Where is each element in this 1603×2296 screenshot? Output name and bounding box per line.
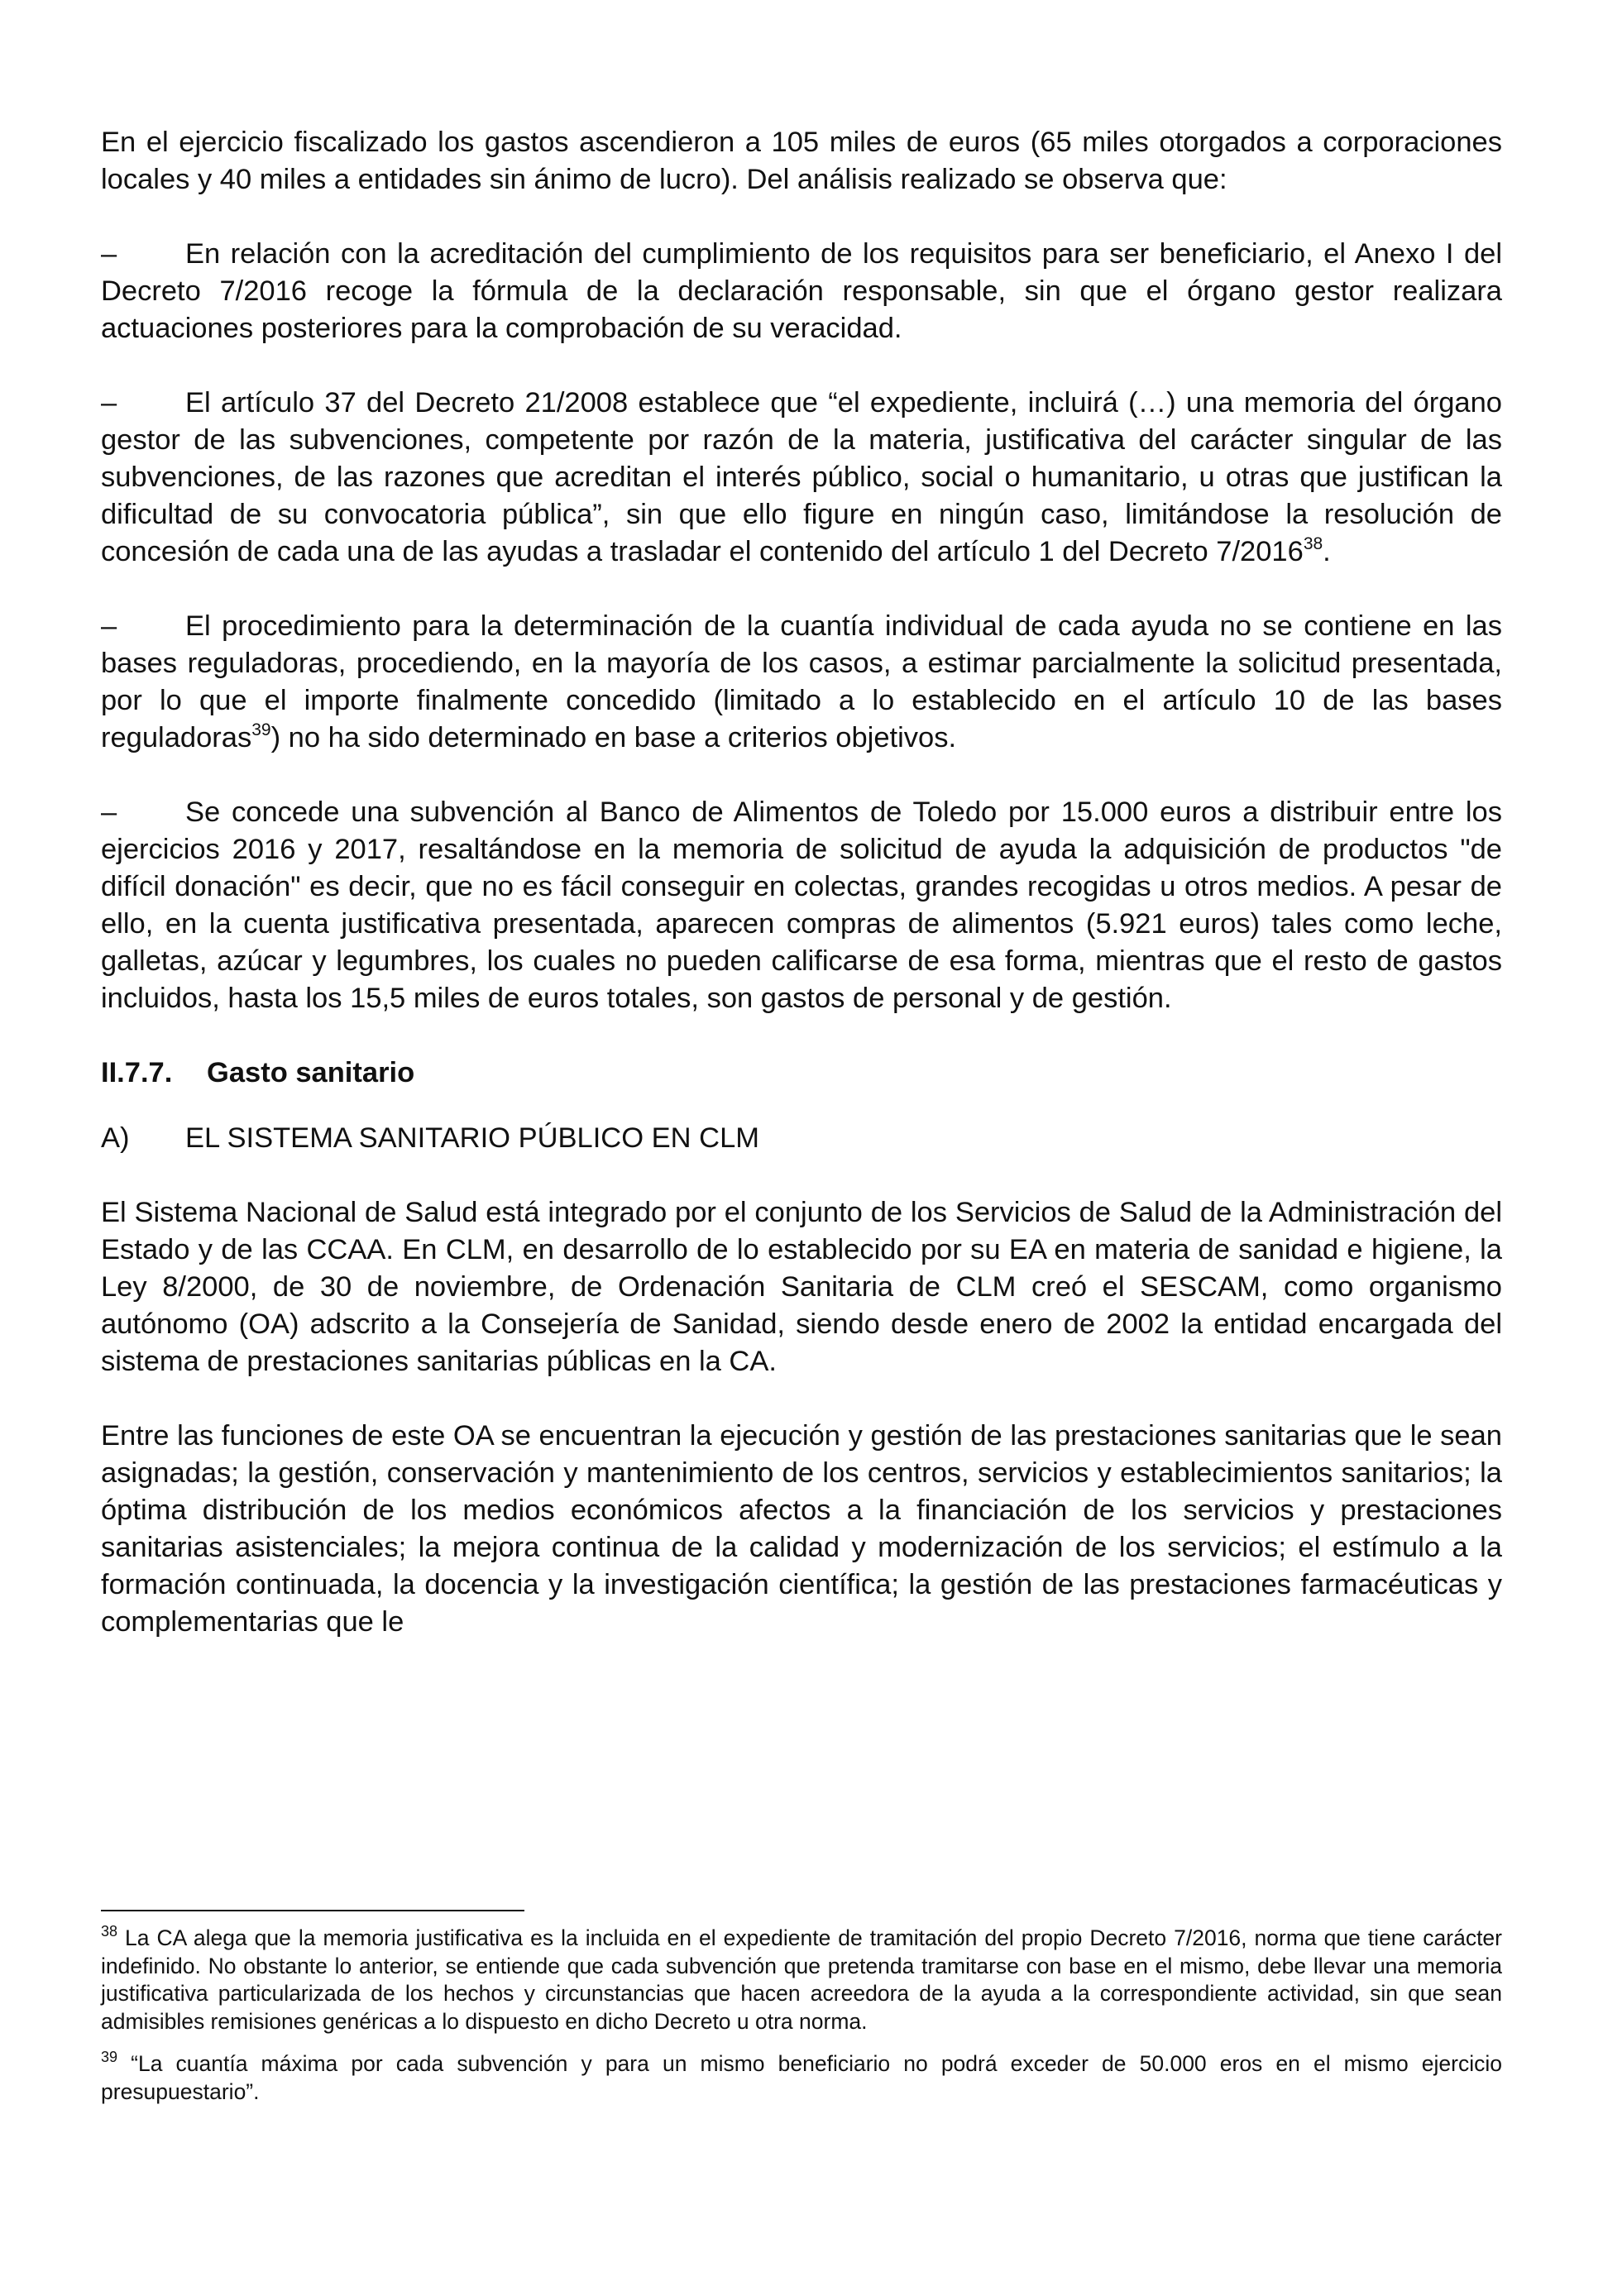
subsection-heading — [101, 1120, 1502, 1157]
subsection-letter: A) — [101, 1122, 130, 1154]
bullet-text: Se concede una subvención al Banco de Alimentos de Toledo por 15.000 euros a distribuir entre los ejercicios 2016 y 2017, resaltándose en la memoria de solicitud de ayuda la adquisición de productos "de difícil donación" es decir, que no es fácil conseguir en colectas, grandes recogidas u otros medios. A pesar de ello, en la cuenta justificativa presentada, aparecen compras de alimentos (5.921 euros) tales como leche, galletas, azúcar y legumbres, los cuales no pueden calificarse de esa forma, mientras que el resto de gastos incluidos, hasta los 15,5 miles de euros totales, son gastos de personal y de gestión. — [101, 796, 1502, 1014]
bullet-item-requisitos — [101, 236, 1502, 347]
bullet-text: El procedimiento para la determinación de la cuantía individual de cada ayuda no se contiene en las bases reguladoras, procediendo, en la mayoría de los casos, a estimar parcialmente la solicitud presentada, por lo que el importe finalmente concedido (limitado a lo establecido en el artículo 10 de las bases reguladoras — [101, 610, 1502, 753]
footnote-ref-38[interactable]: 38 — [1303, 534, 1323, 553]
footnotes — [101, 1925, 1502, 2121]
footnote-number: 38 — [101, 1923, 118, 1940]
bullet-item-banco-alimentos — [101, 794, 1502, 1017]
bullet-dash: – — [101, 238, 117, 270]
bullet-dash: – — [101, 610, 117, 642]
bullet-text-end: ) no ha sido determinado en base a criterios objetivos. — [270, 722, 957, 753]
footnote-text: “La cuantía máxima por cada subvención y para un mismo beneficiario no podrá exceder de 50.000 eros en el mismo ejercicio presupuestario”. — [101, 2051, 1502, 2104]
bullet-dash: – — [101, 387, 117, 419]
footnote-ref-39[interactable]: 39 — [251, 720, 271, 739]
paragraph-sns: El Sistema Nacional de Salud está integrado por el conjunto de los Servicios de Salud de la Administración del Estado y de las CCAA. En CLM, en desarrollo de lo establecido por su EA en materia de sanidad e higiene, la Ley 8/2000, de 30 de noviembre, de Ordenación Sanitaria de CLM creó el SESCAM, como organismo autónomo (OA) adscrito a la Consejería de Sanidad, siendo desde enero de 2002 la entidad encargada del sistema de prestaciones sanitarias públicas en la CA. — [101, 1197, 1502, 1377]
bullet-dash: – — [101, 796, 117, 828]
footnote-text: La CA alega que la memoria justificativa es la incluida en el expediente de tramitación del propio Decreto 7/2016, norma que tiene carácter indefinido. No obstante lo anterior, se entiende que cada subvención que pretenda tramitarse con base en el mismo, debe llevar una memoria justificativa particularizada de los hechos y circunstancias que hacen acreedora de la ayuda a la correspondiente actividad, sin que sean admisibles remisiones genéricas a lo dispuesto en dicho Decreto u otra norma. — [101, 1925, 1502, 2034]
bullet-text-end: . — [1323, 536, 1331, 567]
section-heading — [101, 1055, 1502, 1092]
subsection-title: EL SISTEMA SANITARIO PÚBLICO EN CLM — [185, 1122, 759, 1154]
bullet-text: El artículo 37 del Decreto 21/2008 establece que “el expediente, incluirá (…) una memoria del órgano gestor de las subvenciones, competente por razón de la materia, justificativa del carácter singular de las subvenciones, de las razones que acreditan el interés público, social o humanitario, u otras que justifican la dificultad de su convocatoria pública”, sin que ello figure en ningún caso, limitándose la resolución de concesión de cada una de las ayudas a trasladar el contenido del artículo 1 del Decreto 7/2016 — [101, 387, 1502, 567]
footnote-divider — [101, 1910, 524, 1911]
section-number: II.7.7. — [101, 1057, 173, 1088]
footnote-38 — [101, 1925, 1502, 2035]
footnote-39 — [101, 2050, 1502, 2106]
paragraph-intro: En el ejercicio fiscalizado los gastos ascendieron a 105 miles de euros (65 miles otorgados a corporaciones locales y 40 miles a entidades sin ánimo de lucro). Del análisis realizado se observa que: — [101, 127, 1502, 195]
section-title: Gasto sanitario — [207, 1057, 415, 1088]
document-body — [101, 124, 1502, 1678]
bullet-item-procedimiento — [101, 608, 1502, 757]
footnote-number: 39 — [101, 2049, 118, 2065]
paragraph-funciones: Entre las funciones de este OA se encuentran la ejecución y gestión de las prestaciones sanitarias que le sean asignadas; la gestión, conservación y mantenimiento de los centros, servicios y establecimientos sanitarios; la óptima distribución de los medios económicos afectos a la financiación de los servicios y prestaciones sanitarias asistenciales; la mejora continua de la calidad y modernización de los servicios; el estímulo a la formación continuada, la docencia y la investigación científica; la gestión de las prestaciones farmacéuticas y complementarias que le — [101, 1420, 1502, 1638]
bullet-text: En relación con la acreditación del cumplimiento de los requisitos para ser beneficiario, el Anexo I del Decreto 7/2016 recoge la fórmula de la declaración responsable, sin que el órgano gestor realizara actuaciones posteriores para la comprobación de su veracidad. — [101, 238, 1502, 344]
bullet-item-articulo-37 — [101, 385, 1502, 571]
